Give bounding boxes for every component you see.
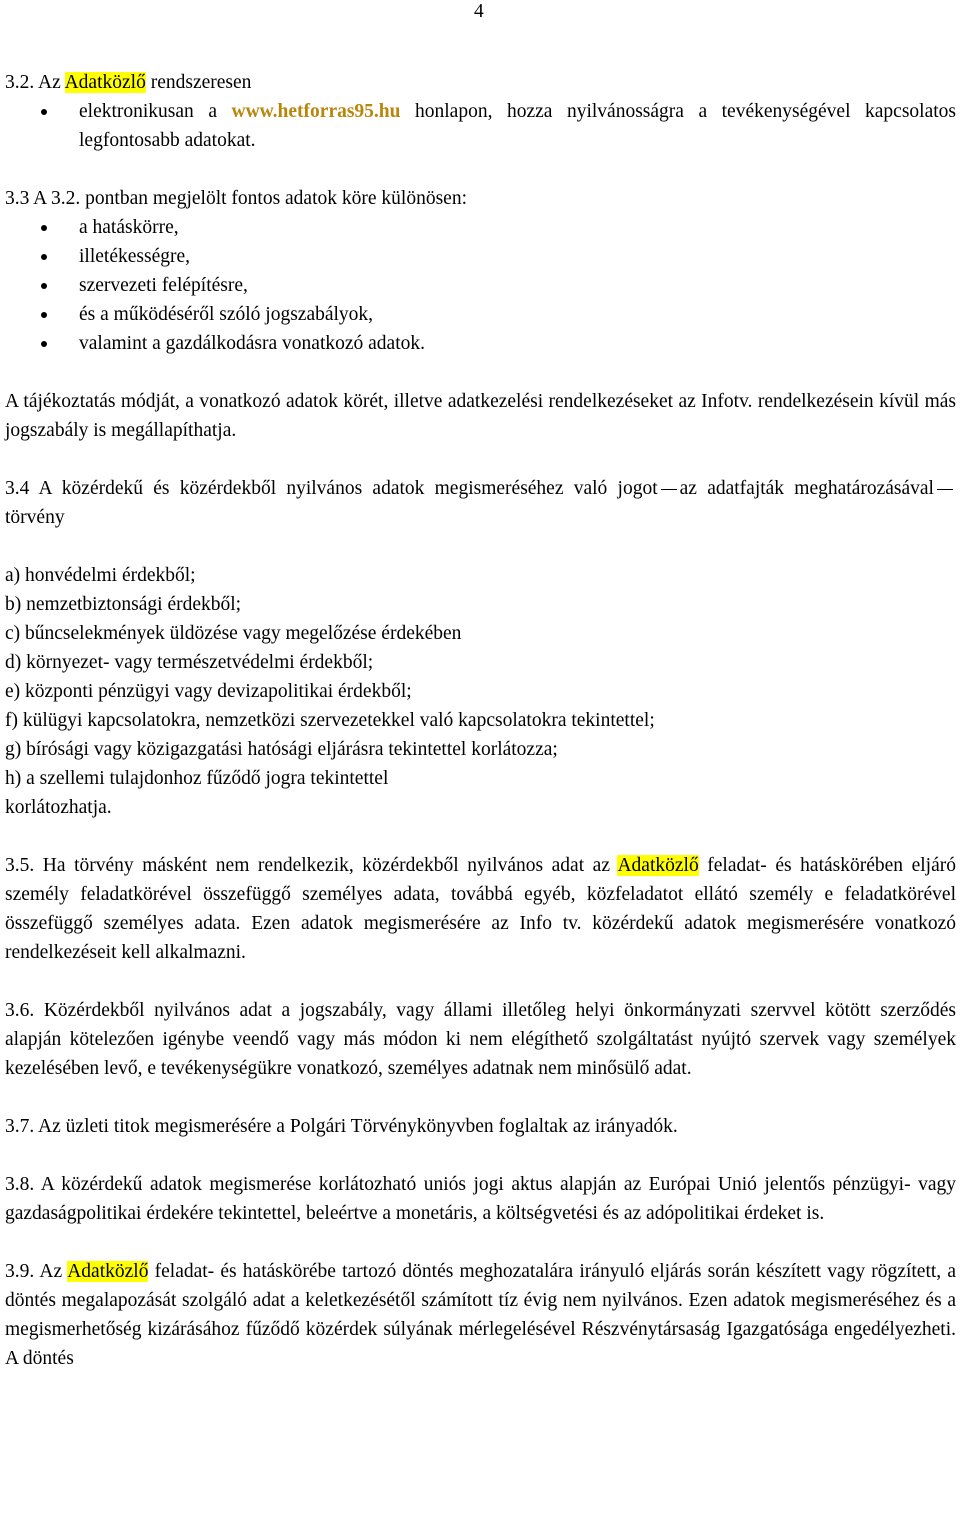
list-item: elektronikusan a www.hetforras95.hu honlapon, hozza nyilvánosságra a tevékenységével kapcsolatos legfontosabb adatokat. [5,97,956,155]
section-3-3-heading: 3.3 A 3.2. pontban megjelölt fontos adatok köre különösen: [5,188,467,209]
section-3-3-note: A tájékoztatás módját, a vonatkozó adatok körét, illetve adatkezelési rendelkezéseket az Infotv. rendelkezésein kívül más jogszabály is megállapíthatja. [5,391,956,441]
list-item: korlátozhatja. [5,797,112,818]
highlight-adatkozlo: Adatközlő [67,1261,149,1282]
section-3-4-list [5,561,956,822]
document-body [5,68,956,1373]
section-3-2-list [5,97,956,155]
list-item: illetékességre, [5,242,956,271]
section-3-6: 3.6. Közérdekből nyilvános adat a jogszabály, vagy állami illetőleg helyi önkormányzati szervvel kötött szerződés alapján kötelezően igénybe veendő vagy más módon ki nem elégíthető szolgáltatást nyújtó szervek vagy személyek kezelésében levő, e tevékenységükre vonatkozó, személyes adatnak nem minősülő adat. [5,1000,956,1079]
section-3-9: 3.9. Az Adatközlő feladat- és hatáskörébe tartozó döntés meghozatalára irányuló eljárás során készített vagy rögzített, a döntés megalapozását szolgáló adat a keletkezésétől számított tíz évig nem nyilvános. Ezen adatok megismeréséhez és a megismerhetőség kizárásához fűződő közérdek súlyának mérlegelésével Részvénytársaság Igazgatósága engedélyezheti. A döntés [5,1261,956,1369]
list-item: b) nemzetbiztonsági érdekből; [5,594,242,615]
website-link[interactable]: www.hetforras95.hu [231,101,401,122]
list-item: a) honvédelmi érdekből; [5,565,196,586]
list-item: szervezeti felépítésre, [5,271,956,300]
section-3-3-list [5,213,956,358]
section-3-4-intro: 3.4 A közérdekű és közérdekből nyilvános adatok megismeréséhez való jogot az adatfajták meghatározásávaltörvény [5,474,956,532]
em-dash [661,489,677,490]
section-3-8: 3.8. A közérdekű adatok megismerése korlátozható uniós jogi aktus alapján az Európai Unió jelentős pénzügyi- vagy gazdaságpolitikai érdekére tekintettel, beleértve a monetáris, a költségvetési és az adópolitikai érdeket is. [5,1174,956,1224]
section-3-2-heading: 3.2. Az Adatközlő rendszeresen [5,72,252,93]
list-item: h) a szellemi tulajdonhoz fűződő jogra tekintettel [5,768,389,789]
list-item: a hatáskörre, [5,213,956,242]
section-3-5: 3.5. Ha törvény másként nem rendelkezik, közérdekből nyilvános adat az Adatközlő feladat- és hatáskörében eljáró személy feladatkörével összefüggő személyes adata, továbbá egyéb, közfeladatot ellátó személy e feladatkörével összefüggő személyes adata. Ezen adatok megismerésére az Info tv. közérdekű adatok megismerésére vonatkozó rendelkezéseit kell alkalmazni. [5,855,956,963]
em-dash [937,489,953,490]
section-3-7: 3.7. Az üzleti titok megismerésére a Polgári Törvénykönyvben foglaltak az irányadók. [5,1116,678,1137]
list-item: d) környezet- vagy természetvédelmi érdekből; [5,652,374,673]
list-item: c) bűncselekmények üldözése vagy megelőzése érdekében [5,623,462,644]
list-item: és a működéséről szóló jogszabályok, [5,300,956,329]
list-item: f) külügyi kapcsolatokra, nemzetközi szervezetekkel való kapcsolatokra tekintettel; [5,710,655,731]
list-item: valamint a gazdálkodásra vonatkozó adatok. [5,329,956,358]
page-number: 4 [474,1,484,22]
list-item: g) bírósági vagy közigazgatási hatósági eljárásra tekintettel korlátozza; [5,739,558,760]
list-item: e) központi pénzügyi vagy devizapolitikai érdekből; [5,681,412,702]
highlight-adatkozlo: Adatközlő [64,72,146,93]
highlight-adatkozlo: Adatközlő [617,855,699,876]
